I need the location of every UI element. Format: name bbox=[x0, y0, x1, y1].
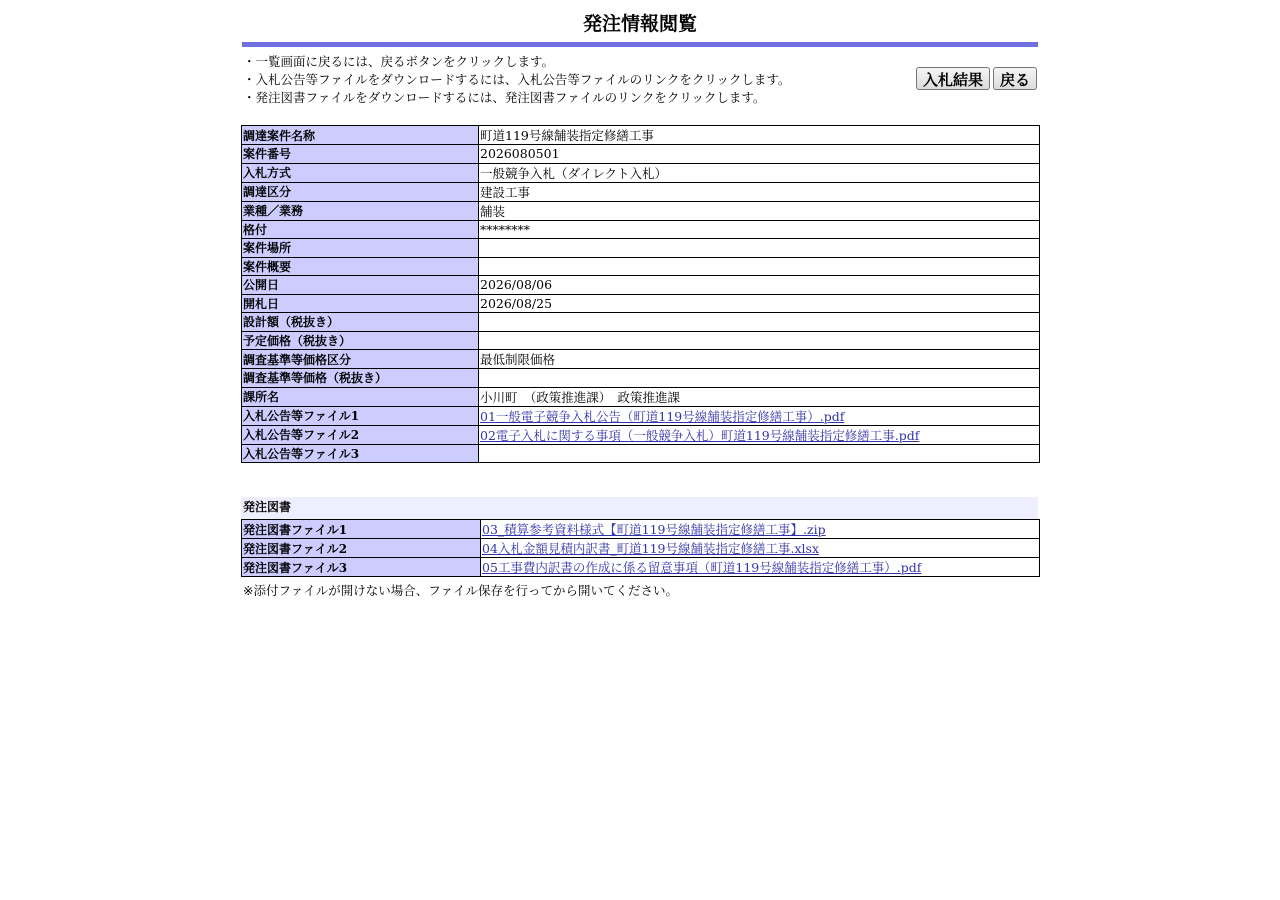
info-row bbox=[242, 294, 1040, 313]
info-label: 調査基準等価格（税抜き） bbox=[242, 369, 479, 388]
info-value: 建設工事 bbox=[479, 182, 1040, 201]
document-file-link[interactable]: 04入札金額見積内訳書_町道119号線舗装指定修繕工事.xlsx bbox=[482, 541, 820, 556]
notice-file-link[interactable]: 02電子入札に関する事項（一般競争入札）町道119号線舗装指定修繕工事.pdf bbox=[480, 427, 920, 443]
info-row bbox=[242, 257, 1040, 276]
info-label: 案件場所 bbox=[242, 239, 479, 258]
info-label: 課所名 bbox=[242, 387, 479, 406]
info-label: 業種／業務 bbox=[242, 201, 479, 220]
info-label: 案件概要 bbox=[242, 257, 479, 276]
info-value: 最低制限価格 bbox=[479, 350, 1040, 369]
info-value: 2026/08/06 bbox=[479, 276, 1040, 295]
info-value bbox=[479, 444, 1040, 463]
document-row bbox=[242, 520, 1040, 539]
instruction-item: ・入札公告等ファイルをダウンロードするには、入札公告等ファイルのリンクをクリックします。 bbox=[243, 72, 791, 87]
info-row bbox=[242, 220, 1040, 239]
document-label: 発注図書ファイル2 bbox=[242, 539, 481, 558]
info-row bbox=[242, 350, 1040, 369]
info-row bbox=[242, 425, 1040, 444]
info-value bbox=[479, 369, 1040, 388]
document-file-link[interactable]: 05工事費内訳書の作成に係る留意事項（町道119号線舗装指定修繕工事）.pdf bbox=[482, 560, 922, 575]
info-label: 入札公告等ファイル1 bbox=[242, 406, 479, 425]
info-row bbox=[242, 444, 1040, 463]
info-value: ******** bbox=[479, 220, 1040, 239]
info-row bbox=[242, 163, 1040, 182]
info-value bbox=[479, 406, 1040, 425]
page-title: 発注情報閲覧 bbox=[582, 13, 697, 35]
info-label: 予定価格（税抜き） bbox=[242, 331, 479, 350]
info-value: 町道119号線舗装指定修繕工事 bbox=[479, 126, 1040, 145]
info-row bbox=[242, 313, 1040, 332]
info-value bbox=[479, 239, 1040, 258]
document-file-link[interactable]: 03_積算参考資料様式【町道119号線舗装指定修繕工事】.zip bbox=[482, 522, 826, 537]
info-value: 小川町 （政策推進課） 政策推進課 bbox=[479, 387, 1040, 406]
info-row bbox=[242, 276, 1040, 295]
info-label: 開札日 bbox=[242, 294, 479, 313]
info-label: 調査基準等価格区分 bbox=[242, 350, 479, 369]
document-value bbox=[481, 520, 1040, 539]
info-row bbox=[242, 182, 1040, 201]
document-value bbox=[481, 539, 1040, 558]
document-value bbox=[481, 558, 1040, 577]
info-label: 格付 bbox=[242, 220, 479, 239]
info-value bbox=[479, 331, 1040, 350]
info-value: 2026/08/25 bbox=[479, 294, 1040, 313]
info-label: 調達区分 bbox=[242, 182, 479, 201]
info-row bbox=[242, 126, 1040, 145]
info-label: 入札公告等ファイル3 bbox=[242, 444, 479, 463]
info-label: 入札方式 bbox=[242, 163, 479, 182]
info-row bbox=[242, 331, 1040, 350]
document-label: 発注図書ファイル1 bbox=[242, 520, 481, 539]
info-row bbox=[242, 239, 1040, 258]
document-label: 発注図書ファイル3 bbox=[242, 558, 481, 577]
info-row bbox=[242, 387, 1040, 406]
info-label: 設計額（税抜き） bbox=[242, 313, 479, 332]
instructions bbox=[241, 47, 1039, 125]
info-label: 案件番号 bbox=[242, 145, 479, 164]
info-row bbox=[242, 201, 1040, 220]
order-info-table bbox=[241, 125, 1040, 463]
info-value: 2026080501 bbox=[479, 145, 1040, 164]
info-label: 公開日 bbox=[242, 276, 479, 295]
info-label: 入札公告等ファイル2 bbox=[242, 425, 479, 444]
bid-result-button[interactable]: 入札結果 bbox=[916, 67, 990, 90]
info-value: 舗装 bbox=[479, 201, 1040, 220]
info-row bbox=[242, 145, 1040, 164]
info-value: 一般競争入札（ダイレクト入札） bbox=[479, 163, 1040, 182]
info-value bbox=[479, 425, 1040, 444]
document-row bbox=[242, 539, 1040, 558]
info-row bbox=[242, 369, 1040, 388]
footnote: ※添付ファイルが開けない場合、ファイル保存を行ってから開いてください。 bbox=[243, 583, 678, 598]
info-row bbox=[242, 406, 1040, 425]
notice-file-link[interactable]: 01一般電子競争入札公告（町道119号線舗装指定修繕工事）.pdf bbox=[480, 408, 845, 424]
page bbox=[241, 0, 1039, 599]
info-value bbox=[479, 313, 1040, 332]
document-row bbox=[242, 558, 1040, 577]
info-value bbox=[479, 257, 1040, 276]
instruction-item: ・一覧画面に戻るには、戻るボタンをクリックします。 bbox=[243, 54, 555, 69]
info-label: 調達案件名称 bbox=[242, 126, 479, 145]
back-button[interactable]: 戻る bbox=[993, 67, 1037, 90]
action-buttons bbox=[916, 67, 1037, 90]
instruction-item: ・発注図書ファイルをダウンロードするには、発注図書ファイルのリンクをクリックします。 bbox=[243, 90, 766, 105]
section-title-documents: 発注図書 bbox=[241, 497, 1038, 519]
documents-table bbox=[241, 519, 1040, 577]
